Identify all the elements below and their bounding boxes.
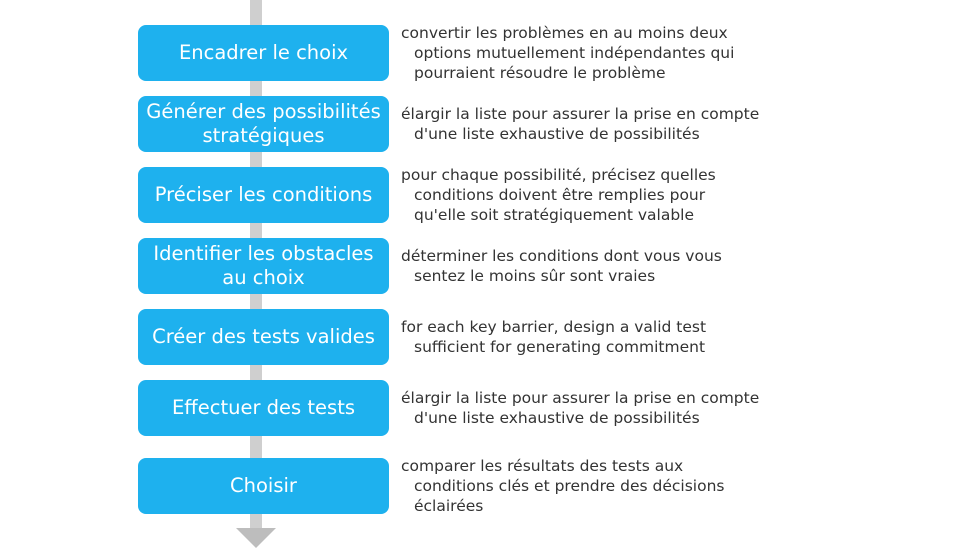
description-line: d'une liste exhaustive de possibilités bbox=[414, 409, 700, 427]
description-line: éclairées bbox=[414, 497, 484, 515]
step-label bbox=[179, 41, 348, 65]
step-description bbox=[401, 456, 821, 516]
step-label-line: Préciser les conditions bbox=[154, 183, 373, 206]
step-label bbox=[146, 100, 380, 148]
step-label-line: stratégiques bbox=[202, 124, 325, 147]
step-label-line: Encadrer le choix bbox=[178, 41, 349, 64]
step-description bbox=[401, 23, 821, 83]
description-line: conditions clés et prendre des décisions bbox=[414, 477, 725, 495]
description-line: pour chaque possibilité, précisez quelles bbox=[401, 166, 716, 184]
step-preciser-les-conditions bbox=[138, 167, 389, 223]
step-label-line: Identifier les obstacles bbox=[153, 242, 374, 265]
description-line: conditions doivent être remplies pour bbox=[414, 186, 706, 204]
description-line: sentez le moins sûr sont vraies bbox=[414, 267, 656, 285]
step-generer-des-possibilites-strategiques bbox=[138, 96, 389, 152]
step-creer-des-tests-valides bbox=[138, 309, 389, 365]
step-label-line: Effectuer des tests bbox=[171, 396, 356, 419]
step-label bbox=[152, 325, 375, 349]
step-label-line: au choix bbox=[222, 266, 305, 289]
step-label-line: Créer des tests valides bbox=[152, 325, 375, 348]
step-description bbox=[401, 246, 821, 286]
step-description bbox=[401, 317, 821, 357]
description-line: qu'elle soit stratégiquement valable bbox=[414, 206, 695, 224]
step-description bbox=[401, 165, 821, 225]
flow-arrow-down-icon bbox=[236, 528, 276, 548]
step-effectuer-des-tests bbox=[138, 380, 389, 436]
step-identifier-les-obstacles-au-choix bbox=[138, 238, 389, 294]
step-label bbox=[155, 183, 373, 207]
step-encadrer-le-choix bbox=[138, 25, 389, 81]
description-line: élargir la liste pour assurer la prise en compte bbox=[401, 105, 760, 123]
description-line: sufficient for generating commitment bbox=[414, 338, 706, 356]
description-line: déterminer les conditions dont vous vous bbox=[401, 247, 722, 265]
description-line: élargir la liste pour assurer la prise en compte bbox=[401, 389, 760, 407]
step-label bbox=[172, 396, 355, 420]
step-description bbox=[401, 104, 821, 144]
description-line: pourraient résoudre le problème bbox=[414, 64, 666, 82]
step-label bbox=[230, 474, 297, 498]
step-choisir bbox=[138, 458, 389, 514]
description-line: options mutuellement indépendantes qui bbox=[414, 44, 735, 62]
step-description bbox=[401, 388, 821, 428]
description-line: for each key barrier, design a valid test bbox=[401, 318, 707, 336]
step-label bbox=[153, 242, 373, 290]
description-line: d'une liste exhaustive de possibilités bbox=[414, 125, 700, 143]
step-label-line: Générer des possibilités bbox=[146, 100, 381, 123]
description-line: comparer les résultats des tests aux bbox=[401, 457, 684, 475]
description-line: convertir les problèmes en au moins deux bbox=[401, 24, 728, 42]
step-label-line: Choisir bbox=[230, 474, 297, 497]
